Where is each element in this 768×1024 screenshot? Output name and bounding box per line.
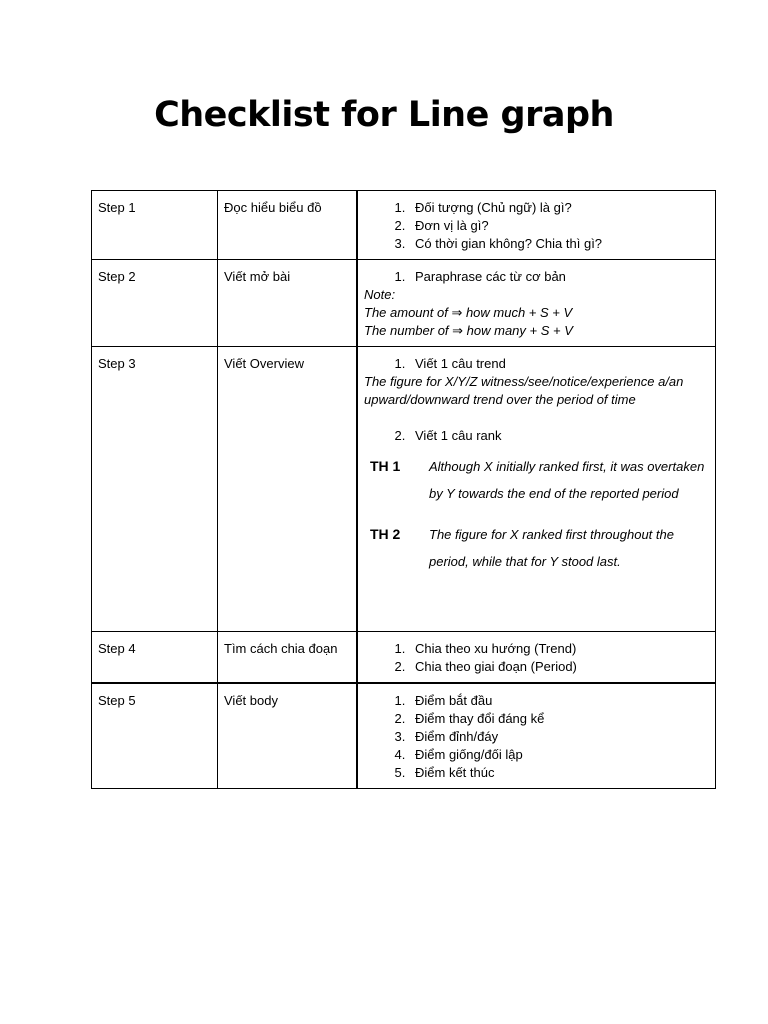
step-cell: Step 3 [92, 347, 218, 632]
numbered-list [364, 268, 709, 286]
task-cell: Tìm cách chia đoạn [218, 632, 358, 684]
details-cell [357, 191, 716, 260]
page-title: Checklist for Line graph [154, 95, 614, 135]
table-row [92, 260, 716, 347]
task-cell: Viết mở bài [218, 260, 358, 347]
note-line: The amount of ⇒ how much + S + V [364, 305, 573, 320]
note-label: Note: [364, 287, 396, 302]
trend-sentence: The figure for X/Y/Z witness/see/notice/experience a/an upward/downward trend over the period of time [364, 374, 684, 407]
checklist-table [91, 190, 716, 789]
list-item: 2. Điểm thay đổi đáng kể [409, 710, 709, 728]
case-text: The figure for X ranked first throughout the period, while that for Y stood last. [429, 527, 674, 569]
table-row [92, 683, 716, 789]
list-item: 1. Paraphrase các từ cơ bản [409, 268, 709, 286]
list-item: 5. Điểm kết thúc [409, 764, 709, 782]
numbered-list [364, 640, 709, 676]
case-row [364, 453, 709, 507]
step-cell: Step 1 [92, 191, 218, 260]
numbered-list [364, 427, 709, 445]
task-cell: Viết Overview [218, 347, 358, 632]
case-label: TH 1 [370, 458, 401, 474]
numbered-list [364, 692, 709, 782]
case-row [364, 521, 709, 575]
table-row [92, 632, 716, 684]
list-item: 2. Đơn vị là gì? [409, 217, 709, 235]
step-cell: Step 5 [92, 683, 218, 789]
details-cell [357, 683, 716, 789]
case-text: Although X initially ranked first, it was overtaken by Y towards the end of the reported period [429, 459, 705, 501]
list-item: 1. Chia theo xu hướng (Trend) [409, 640, 709, 658]
details-cell [357, 260, 716, 347]
table-row [92, 347, 716, 632]
note-line: The number of ⇒ how many + S + V [364, 323, 573, 338]
task-cell: Đọc hiểu biểu đồ [218, 191, 358, 260]
step-cell: Step 2 [92, 260, 218, 347]
list-item: 3. Có thời gian không? Chia thì gì? [409, 235, 709, 253]
case-label: TH 2 [370, 526, 401, 542]
list-item: 1. Điểm bắt đầu [409, 692, 709, 710]
list-item: 3. Điểm đỉnh/đáy [409, 728, 709, 746]
task-cell: Viết body [218, 683, 358, 789]
list-item: 2. Viết 1 câu rank [409, 427, 709, 445]
list-item: 2. Chia theo giai đoạn (Period) [409, 658, 709, 676]
list-item: 1. Viết 1 câu trend [409, 355, 709, 373]
step-cell: Step 4 [92, 632, 218, 684]
numbered-list [364, 199, 709, 253]
table-row [92, 191, 716, 260]
numbered-list [364, 355, 709, 373]
details-cell [357, 347, 716, 632]
details-cell [357, 632, 716, 684]
list-item: 4. Điểm giống/đối lập [409, 746, 709, 764]
list-item: 1. Đối tượng (Chủ ngữ) là gì? [409, 199, 709, 217]
